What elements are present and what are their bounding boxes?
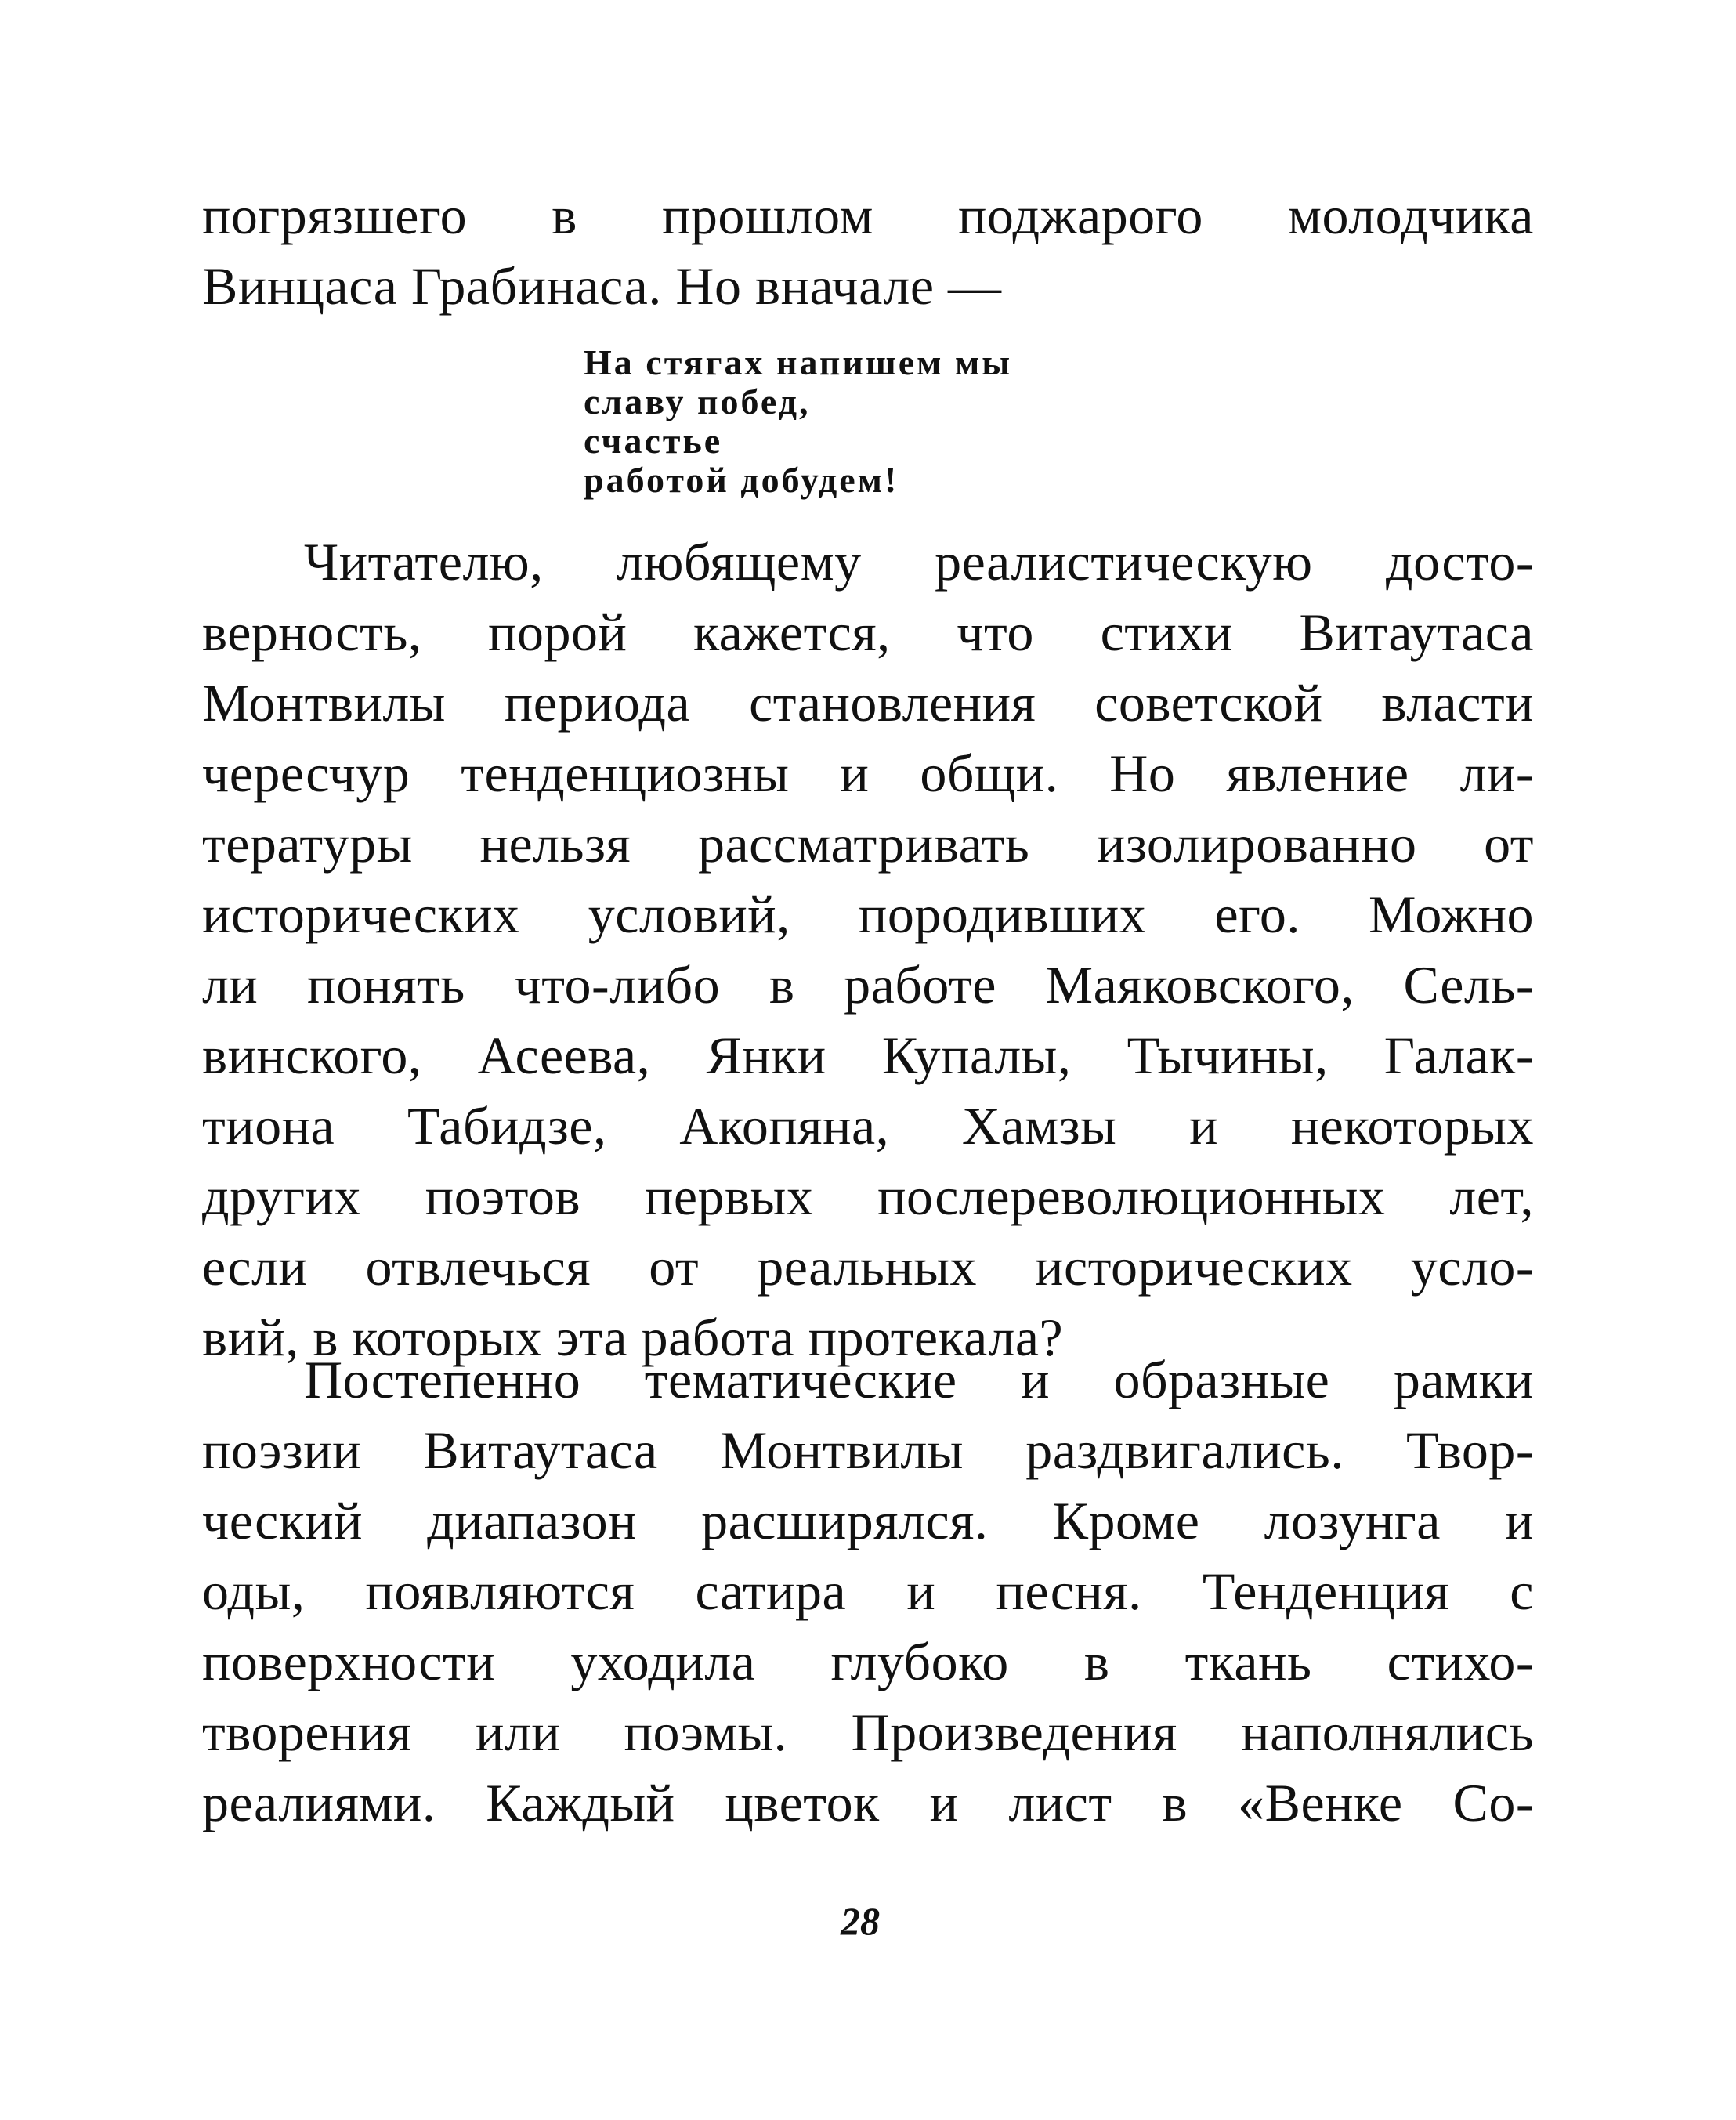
page-number: 28 xyxy=(841,1899,880,1943)
paragraph-1 xyxy=(202,526,1534,1373)
text-line: тиона Табидзе, Акопяна, Хамзы и некоторых xyxy=(202,1096,1534,1156)
text-line: реалиями. Каждый цветок и лист в «Венке Со- xyxy=(202,1773,1534,1832)
verse-line: счастье xyxy=(584,421,723,461)
verse-quote xyxy=(584,343,1012,500)
intro-text xyxy=(202,180,1534,321)
text-line: ческий диапазон расширялся. Кроме лозунга и xyxy=(202,1491,1534,1550)
text-line: ли понять что-либо в работе Маяковского, Сель- xyxy=(202,955,1534,1015)
paragraph-2 xyxy=(202,1344,1534,1838)
text-line: если отвлечься от реальных исторических усло- xyxy=(202,1237,1534,1297)
text-line: других поэтов первых послереволюционных лет, xyxy=(202,1167,1534,1226)
text-line: Читателю, любящему реалистическую досто- xyxy=(304,532,1534,592)
verse-line: славу побед, xyxy=(584,382,811,421)
text-line: исторических условий, породивших его. Можно xyxy=(202,885,1534,944)
text-line: Монтвилы периода становления советской власти xyxy=(202,673,1534,733)
text-line: Винцаса Грабинаса. Но вначале — xyxy=(202,256,1002,316)
verse-line: работой добудем! xyxy=(584,460,899,500)
text-line: творения или поэмы. Произведения наполнялись xyxy=(202,1702,1534,1762)
text-line: вий, в которых эта работа протекала? xyxy=(202,1308,1064,1367)
text-line: погрязшего в прошлом поджарого молодчика xyxy=(202,186,1534,245)
text-line: винского, Асеева, Янки Купалы, Тычины, Галак- xyxy=(202,1026,1534,1085)
text-line: поверхности уходила глубоко в ткань стихо- xyxy=(202,1632,1534,1691)
text-line: верность, порой кажется, что стихи Витаутаса xyxy=(202,602,1534,662)
verse-line: На стягах напишем мы xyxy=(584,342,1013,382)
text-line: Постепенно тематические и образные рамки xyxy=(304,1350,1534,1409)
text-line: тературы нельзя рассматривать изолированно от xyxy=(202,814,1534,874)
text-line: оды, появляются сатира и песня. Тенденция с xyxy=(202,1561,1534,1621)
text-line: поэзии Витаутаса Монтвилы раздвигались. Твор- xyxy=(202,1420,1534,1480)
text-line: чересчур тенденциозны и общи. Но явление ли- xyxy=(202,743,1534,803)
